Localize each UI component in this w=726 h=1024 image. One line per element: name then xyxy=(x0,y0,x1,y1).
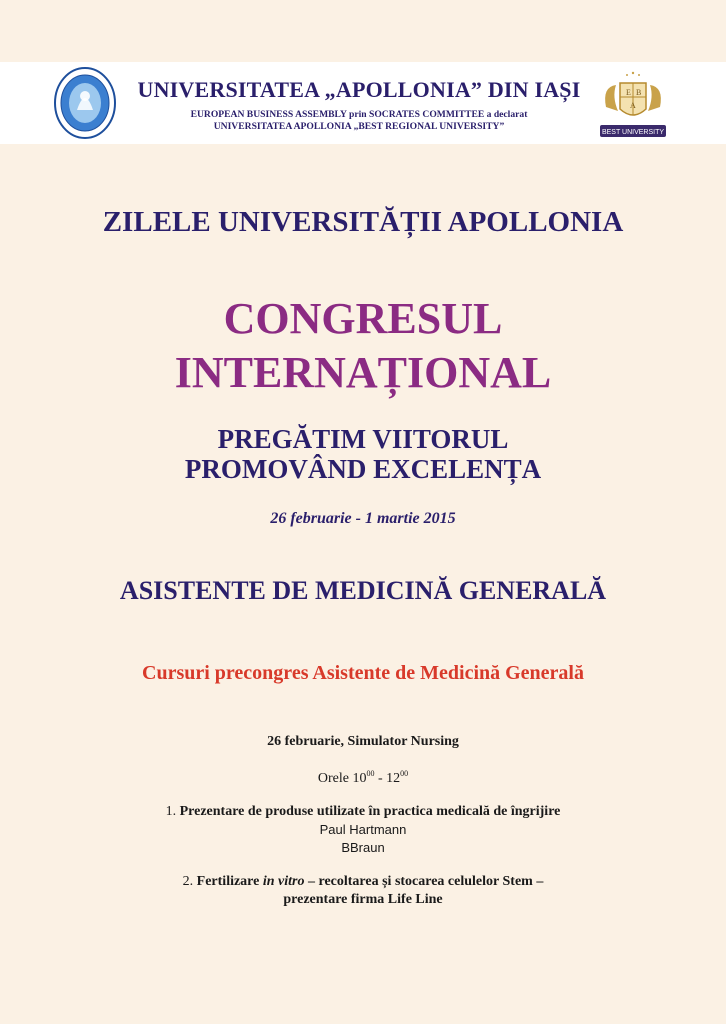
university-header xyxy=(0,62,726,144)
hour-start-minutes: 00 xyxy=(366,769,375,778)
item-2-title-pre: Fertilizare xyxy=(196,874,263,889)
item-1-title: Prezentare de produse utilizate în practica medicală de îngrijire xyxy=(179,804,561,819)
eba-crest-icon xyxy=(596,67,670,141)
program-item-1 xyxy=(0,804,726,820)
congress-title-line2: INTERNAȚIONAL xyxy=(174,348,552,397)
item-2-number: 2. xyxy=(182,874,197,889)
item-2-title-line2: prezentare firma Life Line xyxy=(283,892,443,907)
hour-separator: - xyxy=(374,771,387,786)
item-2-title-post: – recoltarea și stocarea celulelor Stem – xyxy=(304,874,544,889)
svg-text:E: E xyxy=(626,88,631,97)
svg-text:B: B xyxy=(636,88,642,97)
presenter-hartmann: Paul Hartmann xyxy=(319,822,407,837)
hours-label: Orele xyxy=(317,771,349,786)
event-dates: 26 februarie - 1 martie 2015 xyxy=(270,510,456,527)
hour-start: 10 xyxy=(352,771,367,786)
congress-title-line1: CONGRESUL xyxy=(223,294,503,343)
item-2-title-italic: in vitro xyxy=(262,874,305,889)
hour-end: 12 xyxy=(386,771,401,786)
section-title: ASISTENTE DE MEDICINĂ GENERALĂ xyxy=(119,576,607,605)
motto-line1: PREGĂTIM VIITORUL xyxy=(217,424,509,454)
motto-line2: PROMOVÂND EXCELENȚA xyxy=(184,454,542,484)
svg-text:A: A xyxy=(630,101,636,110)
session-heading: 26 februarie, Simulator Nursing xyxy=(267,734,459,749)
eba-declaration-line: EUROPEAN BUSINESS ASSEMBLY prin SOCRATES COMMITTEE a declarat xyxy=(190,109,528,120)
university-seal-icon xyxy=(53,66,117,140)
program-item-2 xyxy=(0,874,726,890)
best-regional-line: UNIVERSITATEA APOLLONIA „BEST REGIONAL UNIVERSITY” xyxy=(213,121,505,132)
courses-title: Cursuri precongres Asistente de Medicină Generală xyxy=(142,662,584,684)
presenter-bbraun: BBraun xyxy=(341,840,385,855)
university-name: UNIVERSITATEA „APOLLONIA” DIN IAȘI xyxy=(137,77,581,102)
item-1-number: 1. xyxy=(165,804,180,819)
svg-text:BEST UNIVERSITY: BEST UNIVERSITY xyxy=(601,129,665,136)
university-days-title: ZILELE UNIVERSITĂȚII APOLLONIA xyxy=(102,206,624,238)
hour-end-minutes: 00 xyxy=(400,769,409,778)
session-hours xyxy=(0,769,726,787)
